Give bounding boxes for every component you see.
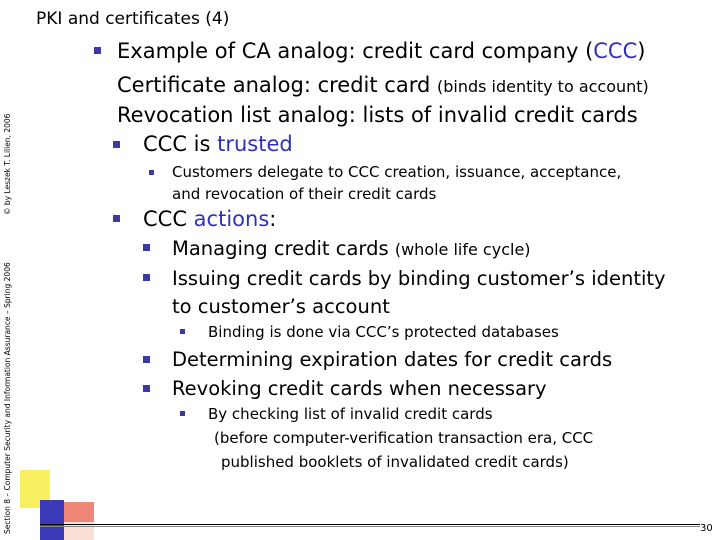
text-segment-small: (binds identity to account) xyxy=(436,77,649,96)
bullet-marker xyxy=(149,170,154,175)
bullet-marker xyxy=(143,385,150,392)
bullet-marker xyxy=(180,329,185,334)
slide-title: PKI and certificates (4) xyxy=(36,9,230,29)
text-segment: Certificate analog: credit card xyxy=(117,73,437,97)
bullet-ccc-trusted xyxy=(143,132,293,156)
checking-list-line-2: (before computer-verification transaction era, CCC xyxy=(214,429,594,447)
action-expiration: Determining expiration dates for credit cards xyxy=(172,348,613,371)
text-segment: ) xyxy=(637,39,646,63)
action-revoking: Revoking credit cards when necessary xyxy=(172,377,547,400)
action-issuing-line-2: to customer’s account xyxy=(172,295,390,318)
text-segment: CCC xyxy=(143,207,194,231)
checking-list-line-3: published booklets of invalidated credit cards) xyxy=(221,453,569,471)
text-segment: Example of CA analog: credit card company ( xyxy=(117,39,594,63)
delegate-line-2: and revocation of their credit cards xyxy=(172,185,437,203)
certificate-analog-line xyxy=(117,73,649,97)
footer-rule-shadow xyxy=(40,526,700,527)
bullet-marker xyxy=(113,141,120,148)
deco-blue-block xyxy=(40,500,64,540)
actions-highlight: actions xyxy=(193,207,270,231)
bullet-marker xyxy=(94,47,101,54)
checking-list-line-1: By checking list of invalid credit cards xyxy=(208,405,493,423)
revocation-list-line: Revocation list analog: lists of invalid credit cards xyxy=(117,103,638,127)
bullet-marker xyxy=(143,356,150,363)
text-segment: : xyxy=(269,207,277,231)
bullet-marker xyxy=(113,215,120,222)
binding-databases: Binding is done via CCC’s protected databases xyxy=(208,323,559,341)
bullet-marker xyxy=(143,274,150,281)
bullet-ca-analog xyxy=(117,39,645,63)
bullet-ccc-actions xyxy=(143,207,276,231)
text-segment: CCC is xyxy=(143,132,218,156)
side-copyright: © by Leszek T. Lilien, 2006 xyxy=(3,113,12,215)
bullet-marker xyxy=(143,244,150,251)
ccc-highlight: CCC xyxy=(593,39,638,63)
trusted-highlight: trusted xyxy=(217,132,293,156)
action-issuing-line-1: Issuing credit cards by binding customer’s identity xyxy=(172,267,666,290)
bullet-marker xyxy=(180,411,185,416)
footer-rule xyxy=(40,524,700,525)
delegate-line-1: Customers delegate to CCC creation, issuance, acceptance, xyxy=(172,163,622,181)
text-segment-small: (whole life cycle) xyxy=(394,240,531,259)
page-number: 30 xyxy=(700,523,713,534)
text-segment: Managing credit cards xyxy=(172,237,395,260)
side-course-label: Section 8 – Computer Security and Information Assurance – Spring 2006 xyxy=(3,262,12,534)
deco-red-block xyxy=(64,502,94,522)
action-managing xyxy=(172,237,531,260)
